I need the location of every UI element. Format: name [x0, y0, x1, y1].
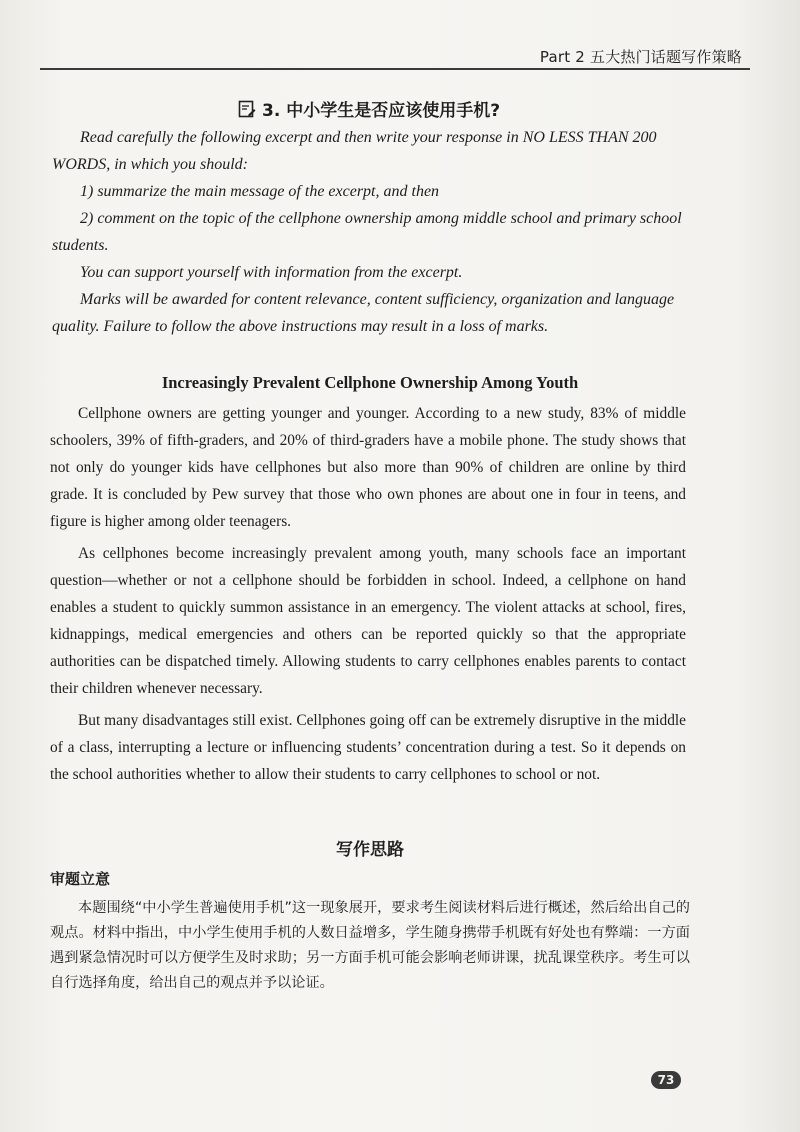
article-body	[50, 400, 686, 793]
instruction-point-1: 1) summarize the main message of the excerpt, and then	[80, 183, 440, 200]
topic-analysis-heading: 审题立意	[50, 870, 111, 888]
question-title-text: 3. 中小学生是否应该使用手机?	[262, 101, 501, 121]
instruction-marks: Marks will be awarded for content relevance, content sufficiency, organization and language quality. Failure to follow the above instructions may result in a loss of marks.	[52, 291, 675, 335]
instruction-support: You can support yourself with information from the excerpt.	[80, 264, 463, 281]
article-title: Increasingly Prevalent Cellphone Ownership Among Youth	[161, 373, 579, 392]
pencil-note-icon	[238, 100, 256, 118]
writing-approach-heading: 写作思路	[336, 840, 404, 860]
instruction-point-2: 2) comment on the topic of the cellphone ownership among middle school and primary school students.	[52, 210, 682, 254]
instruction-intro: Read carefully the following excerpt and then write your response in NO LESS THAN 200 WORDS, in which you should:	[52, 129, 657, 173]
article-paragraph-1: Cellphone owners are getting younger and younger. According to a new study, 83% of middle schoolers, 39% of fifth-graders, and 20% of third-graders have a mobile phone. The study shows that not only do younger kids have cellphones but also more than 90% of children are online by third grade. It is concluded by Pew survey that those who own phones are about one in four in teens, and figure is higher among older teenagers.	[50, 405, 686, 530]
article-paragraph-2: As cellphones become increasingly prevalent among youth, many schools face an important question—whether or not a cellphone should be forbidden in school. Indeed, a cellphone on hand enables a student to quickly summon assistance in an emergency. The violent attacks at school, fires, kidnappings, medical emergencies and others can be reported quickly so that the appropriate authorities can be dispatched timely. Allowing students to carry cellphones enables parents to contact their children whenever necessary.	[50, 545, 686, 697]
instructions	[52, 124, 692, 340]
question-title	[238, 96, 500, 121]
header-rule	[40, 68, 750, 70]
page-number: 73	[651, 1071, 681, 1089]
running-header: Part 2 五大热门话题写作策略	[539, 48, 742, 66]
article-paragraph-3: But many disadvantages still exist. Cellphones going off can be extremely disruptive in the middle of a class, interrupting a lecture or influencing students’ concentration during a test. So it depends on the school authorities whether to allow their students to carry cellphones to school or not.	[50, 712, 686, 783]
topic-analysis-body: 本题围绕“中小学生普遍使用手机”这一现象展开，要求考生阅读材料后进行概述，然后给出自己的观点。材料中指出，中小学生使用手机的人数日益增多，学生随身携带手机既有好处也有弊端：一方面遇到紧急情况时可以方便学生及时求助；另一方面手机可能会影响老师讲课，扰乱课堂秩序。考生可以自行选择角度，给出自己的观点并予以论证。	[50, 900, 690, 991]
